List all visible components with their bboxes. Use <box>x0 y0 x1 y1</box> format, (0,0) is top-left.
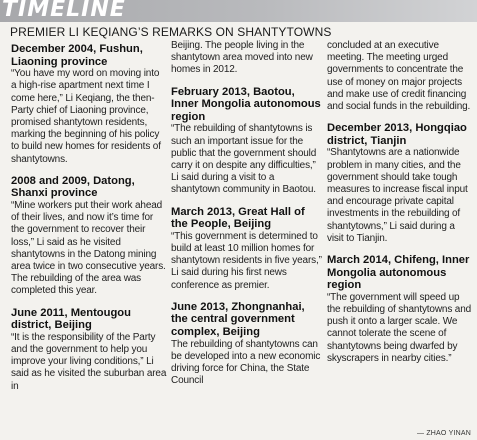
entry-text: “The rebuilding of shantytowns is such an important issue for the public that the government should carry it on despite any difficulties,” Li said during a visit to a shantytown community in Baotou. <box>171 123 317 196</box>
entry-date-place: March 2014, Chifeng, Inner Mongolia autonomous region <box>327 254 470 292</box>
entry-date-place: 2008 and 2009, Datong, Shanxi province <box>11 174 135 200</box>
entry-text: “Mine workers put their work ahead of their lives, and now it’s time for the government to recover their loss,” Li said as he visited shantytowns in the Datong mining area twice in two consecutive years. The rebuilding of the area was completed this year. <box>11 200 166 297</box>
entry-text: “The government will speed up the rebuilding of shantytowns and push it onto a larger scale. We cannot tolerate the scene of shantytowns being dwarfed by skyscrapers in nearby cities.” <box>327 291 472 364</box>
timeline-entry <box>11 43 167 166</box>
timeline-header-bar <box>0 0 477 22</box>
timeline-entry <box>11 175 167 298</box>
entry-text: “You have my word on moving into a high-rise apartment next time I come here,” Li Keqiang, the then-Party chief of Liaoning province, promised shantytown residents, marking the beginning of his policy to build new homes for residents of shantytowns. <box>11 68 161 165</box>
entry-date-place: December 2013, Hongqiao district, Tianjin <box>327 122 467 147</box>
column-3 <box>327 40 473 434</box>
timeline-entry <box>171 86 324 197</box>
timeline-entry <box>327 254 473 365</box>
entry-text: “This government is determined to build at least 10 million homes for shantytown residents in five years,” Li said during his first news conference as premier. <box>171 230 322 291</box>
timeline-title: TIMELINE <box>2 0 126 22</box>
entry-date-place: June 2011, Mentougou district, Beijing <box>11 306 131 332</box>
entry-text: The rebuilding of shantytowns can be developed into a new economic driving force for China, the State Council <box>171 338 321 387</box>
timeline-entry <box>11 307 167 393</box>
article-subtitle: PREMIER LI KEQIANG’S REMARKS ON SHANTYTOWNS <box>10 25 332 39</box>
timeline-entry <box>171 301 324 388</box>
entry-text-continued: concluded at an executive meeting. The meeting urged governments to concentrate the use of money on major projects and make use of credit financing and social funds in the rebuilding. <box>327 40 471 113</box>
entry-date-place: February 2013, Baotou, Inner Mongolia autonomous region <box>171 85 321 123</box>
entry-text-continued: Beijing. The people living in the shantytown area moved into new homes in 2012. <box>171 40 313 76</box>
author-credit: — ZHAO YINAN <box>416 430 471 437</box>
entry-date-place: March 2013, Great Hall of the People, Beijing <box>171 205 305 231</box>
entry-date-place: December 2004, Fushun, Liaoning province <box>11 43 143 68</box>
column-2 <box>171 40 324 434</box>
entry-date-place: June 2013, Zhongnanhai, the central government complex, Beijing <box>171 300 305 338</box>
entry-text: “Shantytowns are a nationwide problem in many cities, and the government should take tough measures to increase fiscal input and encourage private capital investments in the rebuilding of shantytowns,” Li said during a visit to Tianjin. <box>327 147 468 244</box>
timeline-entry <box>171 206 324 292</box>
entry-text: “It is the responsibility of the Party and the government to help you improve your living conditions,” Li said as he visited the suburban area in <box>11 331 167 392</box>
column-1 <box>11 43 167 437</box>
timeline-entry <box>327 122 473 245</box>
